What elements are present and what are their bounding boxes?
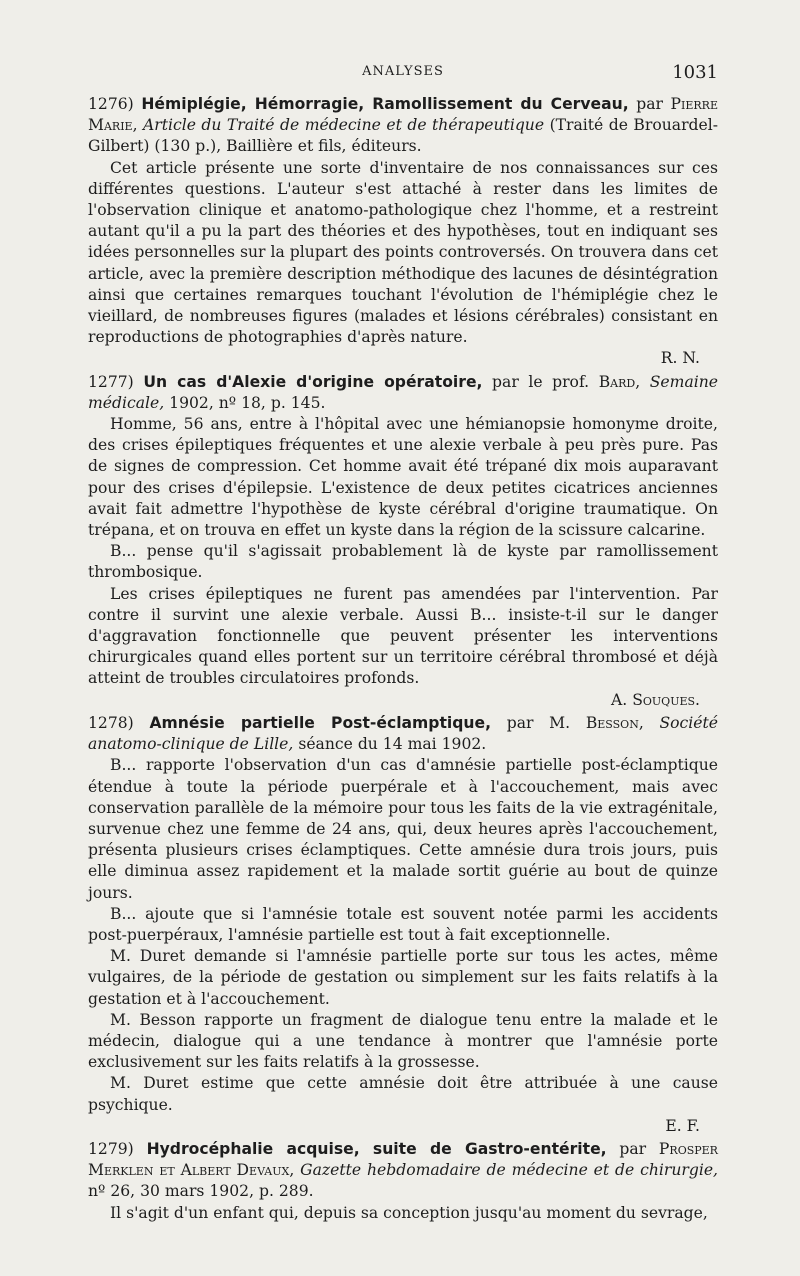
paragraph: Cet article présente une sorte d'inventaire de nos connaissances sur ces différentes questions. L'auteur s'est attaché à rester dans les limites de l'observation clinique et anatomo-pathologique chez l'homme, et a restreint autant qu'il a pu la part des théories et des hypothèses, tout en indiquant ses idées personnelles sur la plupart des points controversés. On trouvera dans cet article, avec la première description méthodique des lacunes de désintégration ainsi que certaines remarques touchant l'évolution de l'hémiplégie chez le vieillard, de nombreuses figures (malades et lésions cérébrales) consistant en reproductions de photographies d'après nature. bbox=[88, 158, 718, 347]
entry-1276 bbox=[88, 94, 718, 370]
entry-title: Hydrocéphalie acquise, suite de Gastro-entérite, bbox=[146, 1139, 607, 1158]
entry-1279 bbox=[88, 1139, 718, 1224]
entry-heading: 1276) Hémiplégie, Hémorragie, Ramollissement du Cerveau, par Pierre Marie, Article du Traité de médecine et de thérapeutique (Traité de Brouardel-Gilbert) (130 p.), Baillière et fils, éditeurs. bbox=[88, 95, 718, 156]
entry-reference: Société anatomo-clinique de Lille, bbox=[88, 713, 718, 754]
entry-author: Pierre Marie, bbox=[88, 95, 718, 135]
paragraph: M. Duret estime que cette amnésie doit être attribuée à une cause psychique. bbox=[88, 1074, 718, 1114]
entry-title: Hémiplégie, Hémorragie, Ramollissement du Cerveau, bbox=[141, 95, 629, 113]
paragraph: M. Besson rapporte un fragment de dialogue tenu entre la malade et le médecin, dialogue qui a une tendance à montrer que l'amnésie porte exclusivement sur les faits relatifs à la grossesse. bbox=[88, 1010, 718, 1072]
entry-reference: Article du Traité de médecine et de thérapeutique bbox=[143, 116, 545, 135]
entry-heading: 1279) Hydrocéphalie acquise, suite de Gastro-entérite, par Prosper Merklen et Albert Devaux, Gazette hebdomadaire de médecine et de chirurgie, nº 26, 30 mars 1902, p. 289. bbox=[88, 1139, 718, 1201]
paragraph: Les crises épileptiques ne furent pas amendées par l'intervention. Par contre il survint une alexie verbale. Aussi B... insiste-t-il sur le danger d'aggravation fonctionnelle que peuvent présenter les interventions chirurgicales quand elles portent sur un territoire cérébral thrombosé et déjà atteint de troubles circulatoires profonds. bbox=[88, 584, 718, 688]
entry-reference: Gazette hebdomadaire de médecine et de chirurgie, bbox=[300, 1161, 718, 1180]
paragraph: M. Duret demande si l'amnésie partielle porte sur tous les actes, même vulgaires, de la période de gestation ou simplement sur les faits relatifs à la gestation et à l'accouchement. bbox=[88, 947, 718, 1008]
entry-1277 bbox=[88, 372, 718, 711]
entry-reference: Semaine médicale, bbox=[88, 372, 719, 412]
running-title: ANALYSES bbox=[362, 64, 444, 79]
paragraph: Homme, 56 ans, entre à l'hôpital avec une hémianopsie homonyme droite, des crises épileptiques fréquentes et une alexie verbale à peu près pure. Pas de signes de compression. Cet homme avait été trépané dix mois auparavant pour des crises d'épilepsie. L'existence de deux petites cicatrices anciennes avait fait admettre l'hypothèse de kyste cérébral d'origine traumatique. On trépana, et on trouva en effet un kyste dans la région de la scissure calcarine. bbox=[88, 415, 718, 540]
entry-author: Bard, bbox=[598, 372, 641, 391]
page-number: 1031 bbox=[672, 62, 718, 83]
entry-heading: 1277) Un cas d'Alexie d'origine opératoire, par le prof. Bard, Semaine médicale, 1902, nº 18, p. 145. bbox=[88, 372, 719, 412]
entry-author: Prosper Merklen et Albert Devaux, bbox=[88, 1139, 718, 1180]
paragraph: B... pense qu'il s'agissait probablement là de kyste par ramollissement thrombosique. bbox=[88, 542, 718, 582]
paragraph: B... ajoute que si l'amnésie totale est souvent notée parmi les accidents post-puerpéraux, l'amnésie partielle est tout à fait exceptionnelle. bbox=[88, 904, 718, 944]
signature: A. Souques. bbox=[611, 690, 700, 709]
paragraph: Il s'agit d'un enfant qui, depuis sa conception jusqu'au moment du sevrage, bbox=[110, 1203, 708, 1222]
running-header bbox=[88, 62, 718, 88]
entry-author: Besson, bbox=[585, 713, 644, 732]
article-body bbox=[88, 94, 718, 1226]
signature: R. N. bbox=[660, 349, 700, 368]
entry-1278 bbox=[88, 713, 718, 1137]
entry-title: Amnésie partielle Post-éclamptique, bbox=[149, 713, 492, 732]
entry-title: Un cas d'Alexie d'origine opératoire, bbox=[143, 372, 483, 391]
paragraph: B... rapporte l'observation d'un cas d'amnésie partielle post-éclamptique étendue à toute la période puerpérale et à l'accouchement, mais avec conservation parallèle de la mémoire pour tous les faits de la vie extragénitale, survenue chez une femme de 24 ans, qui, deux heures après l'accouchement, présenta plusieurs crises éclamptiques. Cette amnésie dura trois jours, puis elle diminua assez rapidement et la malade sortit guérie au bout de quinze jours. bbox=[88, 756, 718, 902]
entry-heading: 1278) Amnésie partielle Post-éclamptique, par M. Besson, Société anatomo-clinique de Lille, séance du 14 mai 1902. bbox=[88, 713, 718, 754]
signature: E. F. bbox=[665, 1116, 700, 1135]
